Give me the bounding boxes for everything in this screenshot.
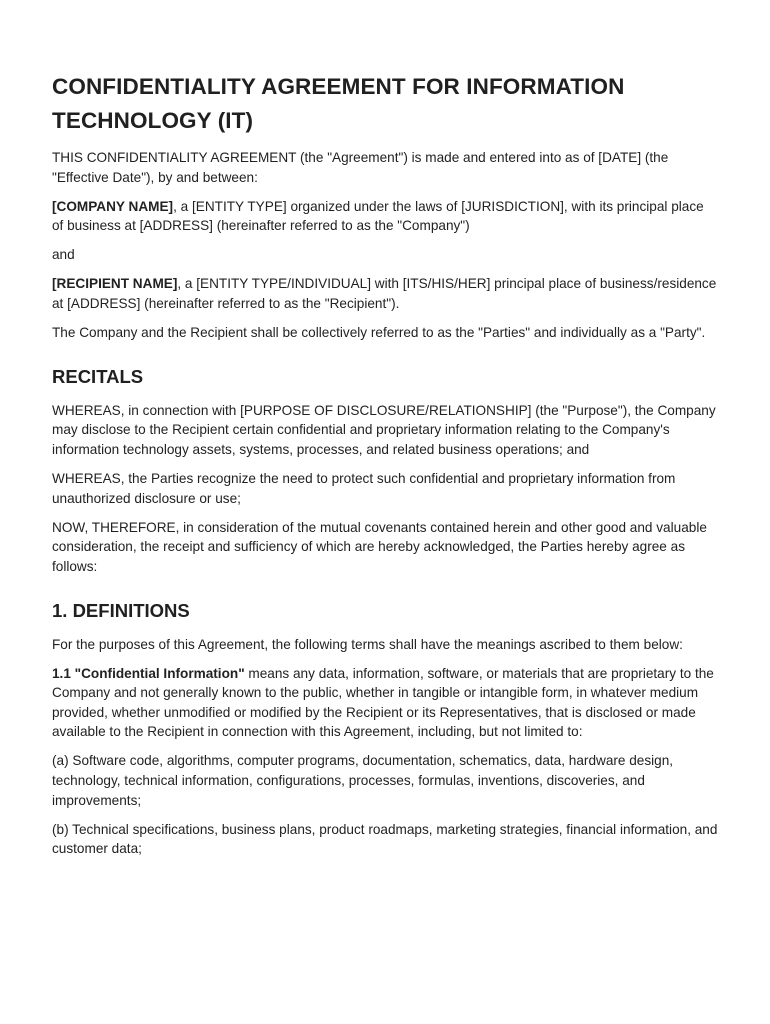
definitions-intro: For the purposes of this Agreement, the following terms shall have the meanings ascribed to them below: bbox=[52, 636, 683, 652]
definition-item-b: (b) Technical specifications, business plans, product roadmaps, marketing strategies, financial information, and customer data; bbox=[52, 821, 718, 857]
document-title: CONFIDENTIALITY AGREEMENT FOR INFORMATION TECHNOLOGY (IT) bbox=[52, 74, 625, 133]
definition-1-1-term: 1.1 "Confidential Information" bbox=[52, 665, 245, 681]
definition-item-a: (a) Software code, algorithms, computer programs, documentation, schematics, data, hardware design, technology, technical information, configurations, processes, formulas, inventions, discoveries, and improvements; bbox=[52, 753, 674, 808]
recipient-party-paragraph bbox=[52, 274, 718, 313]
and-separator: and bbox=[52, 247, 75, 263]
definition-1-1-text: means any data, information, software, or materials that are proprietary to the Company and not generally known to the public, whether in tangible or intangible form, in whatever medium provided, whether unmodified or modified by the Recipient or its Representatives, that is disclosed or made available to the Recipient in connection with this Agreement, including, but not limited to: bbox=[52, 665, 714, 740]
recipient-name-placeholder: [RECIPIENT NAME] bbox=[52, 276, 178, 292]
company-name-placeholder: [COMPANY NAME] bbox=[52, 198, 174, 214]
intro-paragraph: THIS CONFIDENTIALITY AGREEMENT (the "Agreement") is made and entered into as of [DATE] (the "Effective Date"), by and between: bbox=[52, 150, 669, 185]
recital-whereas-2: WHEREAS, the Parties recognize the need to protect such confidential and proprietary information from unauthorized disclosure or use; bbox=[52, 471, 676, 506]
recital-whereas-1: WHEREAS, in connection with [PURPOSE OF DISCLOSURE/RELATIONSHIP] (the "Purpose"), the Company may disclose to the Recipient certain confidential and proprietary information relating to the Company's information technology assets, systems, processes, and related business operations; and bbox=[52, 402, 716, 457]
definition-1-1 bbox=[52, 664, 718, 742]
recipient-party-text: , a [ENTITY TYPE/INDIVIDUAL] with [ITS/HIS/HER] principal place of business/residence at [ADDRESS] (hereinafter referred to as the "Recipient"). bbox=[52, 276, 717, 312]
company-party-text: , a [ENTITY TYPE] organized under the laws of [JURISDICTION], with its principal place of business at [ADDRESS] (hereinafter referred to as the "Company") bbox=[52, 198, 704, 234]
company-party-paragraph bbox=[52, 197, 718, 236]
recital-now-therefore: NOW, THEREFORE, in consideration of the mutual covenants contained herein and other good and valuable consideration, the receipt and sufficiency of which are hereby acknowledged, the Parties hereby agree as follows: bbox=[52, 519, 707, 574]
definitions-heading: 1. DEFINITIONS bbox=[52, 599, 190, 621]
recitals-heading: RECITALS bbox=[52, 365, 144, 387]
parties-paragraph: The Company and the Recipient shall be collectively referred to as the "Parties" and individually as a "Party". bbox=[52, 325, 706, 341]
